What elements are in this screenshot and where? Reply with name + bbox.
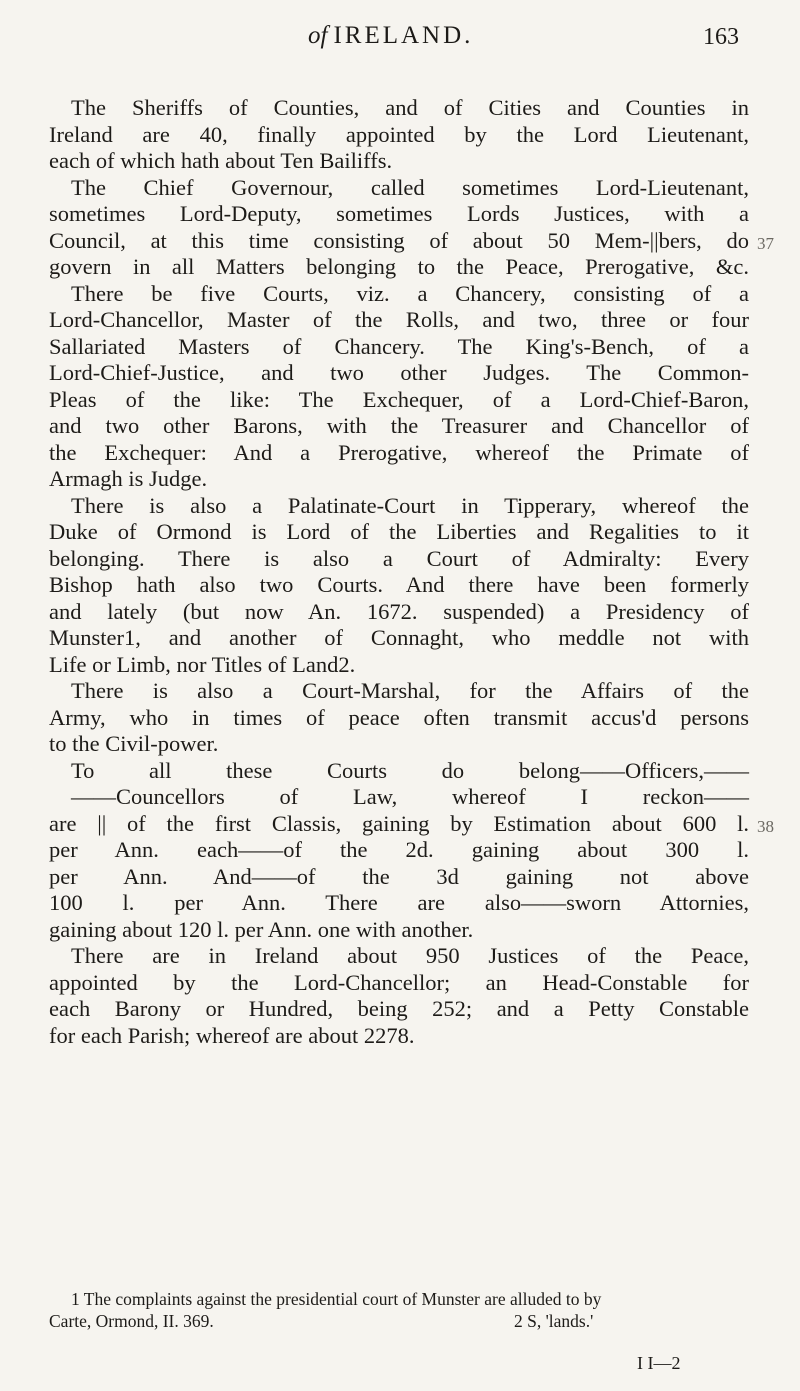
text-line: Armagh is Judge.: [49, 466, 208, 491]
text-line: 100 l. per Ann. There are also——sworn Attornies,: [49, 890, 749, 915]
running-title-text: IRELAND.: [333, 22, 474, 49]
text-line: for each Parish; whereof are about 2278.: [49, 1022, 415, 1048]
footnote-2: 2 S, 'lands.': [514, 1311, 594, 1331]
text-line: There are in Ireland about 950 Justices of the Peace,: [71, 943, 749, 968]
text-line: each of which hath about Ten Bailiffs.: [49, 148, 393, 173]
text-line: Sallariated Masters of Chancery. The King's-Bench, of a: [49, 333, 749, 359]
text-line: Ireland are 40, finally appointed by the Lord Lieutenant,: [49, 121, 749, 147]
text-line: Duke of Ormond is Lord of the Liberties and Regalities to it: [49, 519, 749, 544]
text-line: There is also a Court-Marshal, for the Affairs of the: [71, 678, 749, 703]
running-head: [0, 18, 800, 68]
text-line: Lord-Chief-Justice, and two other Judges. The Common-: [49, 360, 749, 385]
text-line: ——Councellors of Law, whereof I reckon——: [71, 784, 749, 809]
text-line: Army, who in times of peace often transmit accus'd persons: [49, 704, 749, 730]
text-line: The Sheriffs of Counties, and of Cities and Counties in: [71, 95, 749, 120]
footnotes: [49, 1288, 749, 1332]
text-line: Bishop hath also two Courts. And there have been formerly: [49, 572, 749, 597]
text-line: gaining about 120 l. per Ann. one with another.: [49, 916, 474, 942]
footnote-line: Carte, Ormond, II. 369. 2 S, 'lands.': [49, 1311, 594, 1331]
text-line: To all these Courts do belong——Officers,——: [71, 757, 749, 783]
body-text: [49, 95, 774, 1049]
text-line: Council, at this time consisting of about 50 Mem-||bers, do 37: [49, 228, 749, 255]
text-line: The Chief Governour, called sometimes Lord-Lieutenant,: [71, 174, 749, 200]
text-line: Pleas of the like: The Exchequer, of a Lord-Chief-Baron,: [49, 386, 749, 412]
text-line: There be five Courts, viz. a Chancery, consisting of a: [71, 280, 749, 306]
text-line: and lately (but now An. 1672. suspended) a Presidency of: [49, 598, 749, 624]
text-line: Munster1, and another of Connaght, who meddle not with: [49, 625, 749, 650]
footnote-line: 1 The complaints against the presidential court of Munster are alluded to by: [71, 1289, 602, 1309]
text-line: are || of the first Classis, gaining by Estimation about 600 l. 38: [49, 811, 749, 838]
running-title-prefix: of: [308, 22, 328, 49]
text-line: each Barony or Hundred, being 252; and a Petty Constable: [49, 996, 749, 1021]
text-line: govern in all Matters belonging to the Peace, Prerogative, &c.: [49, 254, 749, 279]
text-line: Life or Limb, nor Titles of Land2.: [49, 651, 356, 677]
text-line: per Ann. each——of the 2d. gaining about 300 l.: [49, 837, 749, 862]
text-line: and two other Barons, with the Treasurer and Chancellor of: [49, 413, 749, 438]
margin-line-number: 37: [757, 233, 774, 253]
text-line: appointed by the Lord-Chancellor; an Head-Constable for: [49, 969, 749, 995]
text-line: There is also a Palatinate-Court in Tipperary, whereof the: [71, 492, 749, 518]
text-line: Lord-Chancellor, Master of the Rolls, and two, three or four: [49, 307, 749, 332]
signature-mark: I I—2: [637, 1353, 681, 1373]
text-line: per Ann. And——of the 3d gaining not above: [49, 863, 749, 889]
text-line: to the Civil-power.: [49, 731, 219, 756]
margin-line-number: 38: [757, 816, 774, 836]
running-title: [308, 22, 473, 50]
text-line: belonging. There is also a Court of Admiralty: Every: [49, 545, 749, 571]
page-number: 163: [703, 24, 739, 50]
text-line: sometimes Lord-Deputy, sometimes Lords Justices, with a: [49, 201, 749, 226]
text-line: the Exchequer: And a Prerogative, whereof the Primate of: [49, 439, 749, 465]
